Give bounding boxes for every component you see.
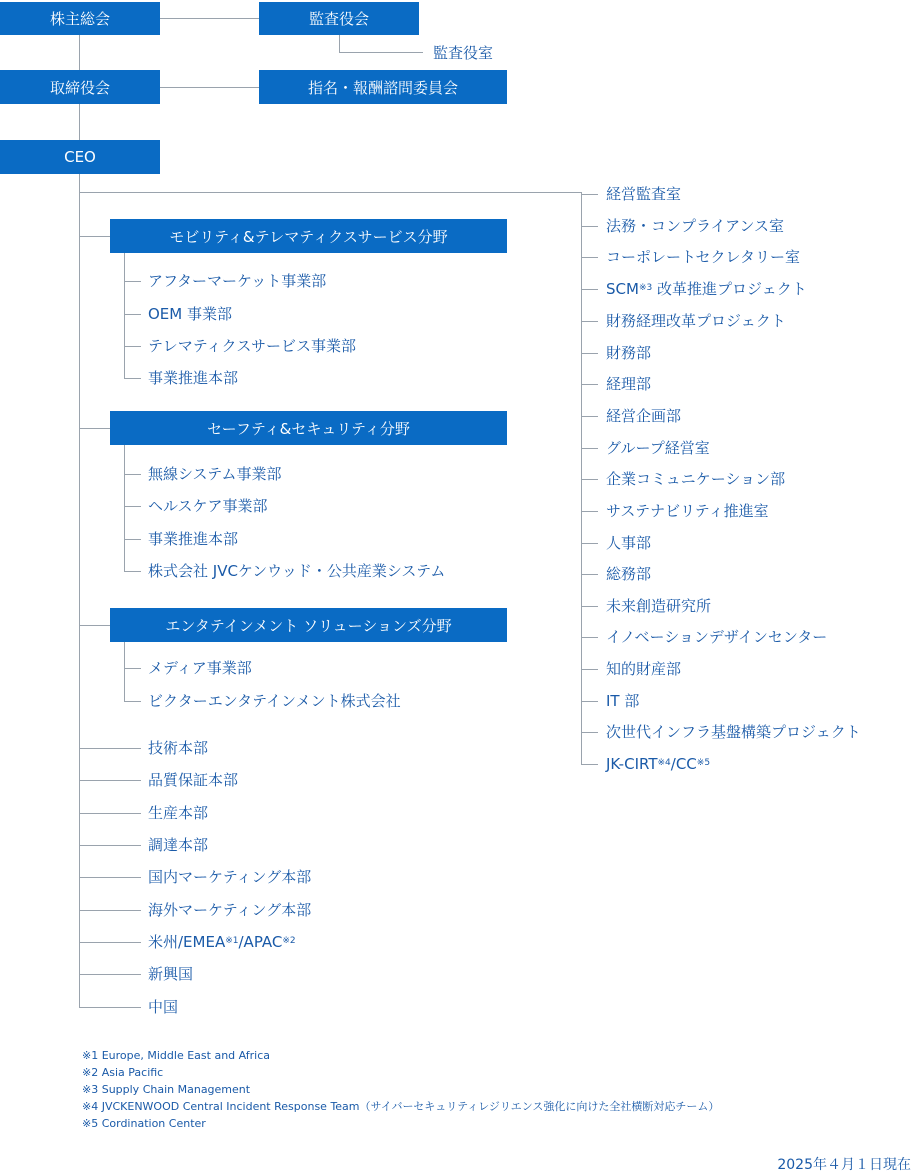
footnote-mark: ※5 xyxy=(696,758,711,768)
connector xyxy=(581,701,598,702)
connector xyxy=(581,511,598,512)
connector xyxy=(79,780,141,781)
footnote-mark: ※1 xyxy=(225,936,239,946)
scm-text: SCM xyxy=(606,280,639,298)
segment-safety-box: セーフティ&セキュリティ分野 xyxy=(110,411,507,445)
corporate-label: 総務部 xyxy=(606,565,652,583)
connector xyxy=(581,384,598,385)
connector xyxy=(79,236,110,237)
unit-label: OEM 事業部 xyxy=(148,305,232,323)
function-label: 技術本部 xyxy=(148,739,209,757)
unit-label: アフターマーケット事業部 xyxy=(148,272,327,290)
footnote-mark: ※3 xyxy=(638,283,653,293)
unit-label: 事業推進本部 xyxy=(148,530,239,548)
connector xyxy=(79,974,141,975)
connector xyxy=(581,574,598,575)
connector xyxy=(79,813,141,814)
footnote-2: ※2 Asia Pacific xyxy=(82,1066,164,1079)
nomination-committee-box: 指名・報酬諮問委員会 xyxy=(259,70,507,104)
footnote-4: ※4 JVCKENWOOD Central Incident Response Team（サイバーセキュリティレジリエンス強化に向けた全社横断対応チーム） xyxy=(82,1100,720,1113)
corporate-label: 未来創造研究所 xyxy=(606,597,712,615)
corporate-trunk xyxy=(581,192,582,764)
connector xyxy=(581,543,598,544)
connector xyxy=(581,321,598,322)
function-label: 中国 xyxy=(148,998,179,1016)
connector xyxy=(160,87,259,88)
function-label: 調達本部 xyxy=(148,836,209,854)
corporate-label: 次世代インフラ基盤構築プロジェクト xyxy=(606,723,861,741)
board-of-directors-box: 取締役会 xyxy=(0,70,160,104)
unit-label: ビクターエンタテインメント株式会社 xyxy=(148,692,401,710)
footnote-1: ※1 Europe, Middle East and Africa xyxy=(82,1049,271,1062)
connector xyxy=(581,606,598,607)
connector xyxy=(581,257,598,258)
connector xyxy=(160,18,259,19)
corporate-label: IT 部 xyxy=(606,692,640,710)
corporate-label: 企業コミュニケーション部 xyxy=(606,470,786,488)
connector xyxy=(124,474,141,475)
connector xyxy=(79,104,80,140)
connector xyxy=(79,877,141,878)
unit-label: テレマティクスサービス事業部 xyxy=(148,337,357,355)
corporate-label: 財務経理改革プロジェクト xyxy=(606,312,786,330)
corporate-label: グループ経営室 xyxy=(606,439,710,457)
scm-label xyxy=(606,279,807,299)
segment-mobility-box: モビリティ&テレマティクスサービス分野 xyxy=(110,219,507,253)
connector xyxy=(79,428,110,429)
footnote-mark: ※2 xyxy=(282,936,296,946)
corporate-label: 知的財産部 xyxy=(606,660,682,678)
footnote-3: ※3 Supply Chain Management xyxy=(82,1083,251,1096)
connector xyxy=(339,52,423,53)
ceo-box: CEO xyxy=(0,140,160,174)
function-label: 新興国 xyxy=(148,965,194,983)
corporate-label: 財務部 xyxy=(606,344,652,362)
connector xyxy=(124,314,141,315)
corporate-label: 人事部 xyxy=(606,534,652,552)
as-of-date: 2025年４月１日現在 xyxy=(777,1157,911,1173)
connector xyxy=(581,194,598,195)
connector xyxy=(124,253,125,379)
connector xyxy=(79,1007,141,1008)
connector xyxy=(79,910,141,911)
connector xyxy=(79,192,581,193)
footnote-5: ※5 Cordination Center xyxy=(82,1117,206,1130)
connector xyxy=(79,942,141,943)
connector xyxy=(124,701,141,702)
connector xyxy=(581,448,598,449)
connector xyxy=(581,732,598,733)
connector xyxy=(124,642,125,702)
connector xyxy=(79,35,80,70)
connector xyxy=(581,289,598,290)
function-label: 海外マーケティング本部 xyxy=(148,901,312,919)
corporate-label: 法務・コンプライアンス室 xyxy=(606,217,785,235)
connector xyxy=(124,506,141,507)
shareholders-meeting-box: 株主総会 xyxy=(0,2,160,35)
connector xyxy=(581,764,598,765)
connector xyxy=(581,669,598,670)
connector xyxy=(124,281,141,282)
function-label: 国内マーケティング本部 xyxy=(148,868,312,886)
main-trunk xyxy=(79,174,80,1008)
function-label: 生産本部 xyxy=(148,804,209,822)
unit-label: 事業推進本部 xyxy=(148,369,239,387)
connector xyxy=(339,35,340,52)
corporate-label: コーポレートセクレタリー室 xyxy=(606,248,800,266)
connector xyxy=(124,378,141,379)
segment-entertainment-box: エンタテインメント ソリューションズ分野 xyxy=(110,608,507,642)
corporate-label: 経理部 xyxy=(606,375,652,393)
corporate-label: イノベーションデザインセンター xyxy=(606,628,828,646)
connector xyxy=(581,479,598,480)
region-americas-emea: 米州/EMEA xyxy=(148,933,226,951)
footnote-mark: ※4 xyxy=(657,758,671,768)
connector xyxy=(79,625,110,626)
connector xyxy=(581,637,598,638)
audit-board-box: 監査役会 xyxy=(259,2,419,35)
jk-cirt-text: JK-CIRT xyxy=(606,755,658,773)
connector xyxy=(124,539,141,540)
connector xyxy=(581,226,598,227)
unit-label: 無線システム事業部 xyxy=(148,465,282,483)
connector xyxy=(124,445,125,572)
jk-cirt-label xyxy=(606,754,710,774)
corporate-label: 経営監査室 xyxy=(606,185,682,203)
unit-label: ヘルスケア事業部 xyxy=(148,497,268,515)
unit-label: メディア事業部 xyxy=(148,659,252,677)
region-apac: /APAC xyxy=(238,933,283,951)
cc-text: /CC xyxy=(670,755,697,773)
function-label: 品質保証本部 xyxy=(148,771,239,789)
corporate-label: 経営企画部 xyxy=(606,407,682,425)
corporate-label: サステナビリティ推進室 xyxy=(606,502,769,520)
connector xyxy=(79,845,141,846)
connector xyxy=(124,346,141,347)
connector xyxy=(581,416,598,417)
scm-project-text: 改革推進プロジェクト xyxy=(652,280,807,298)
connector xyxy=(581,353,598,354)
audit-office-label: 監査役室 xyxy=(433,44,494,62)
unit-label: 株式会社 JVCケンウッド・公共産業システム xyxy=(148,562,446,580)
region-label xyxy=(148,932,296,952)
connector xyxy=(124,571,141,572)
connector xyxy=(79,748,141,749)
connector xyxy=(124,668,141,669)
